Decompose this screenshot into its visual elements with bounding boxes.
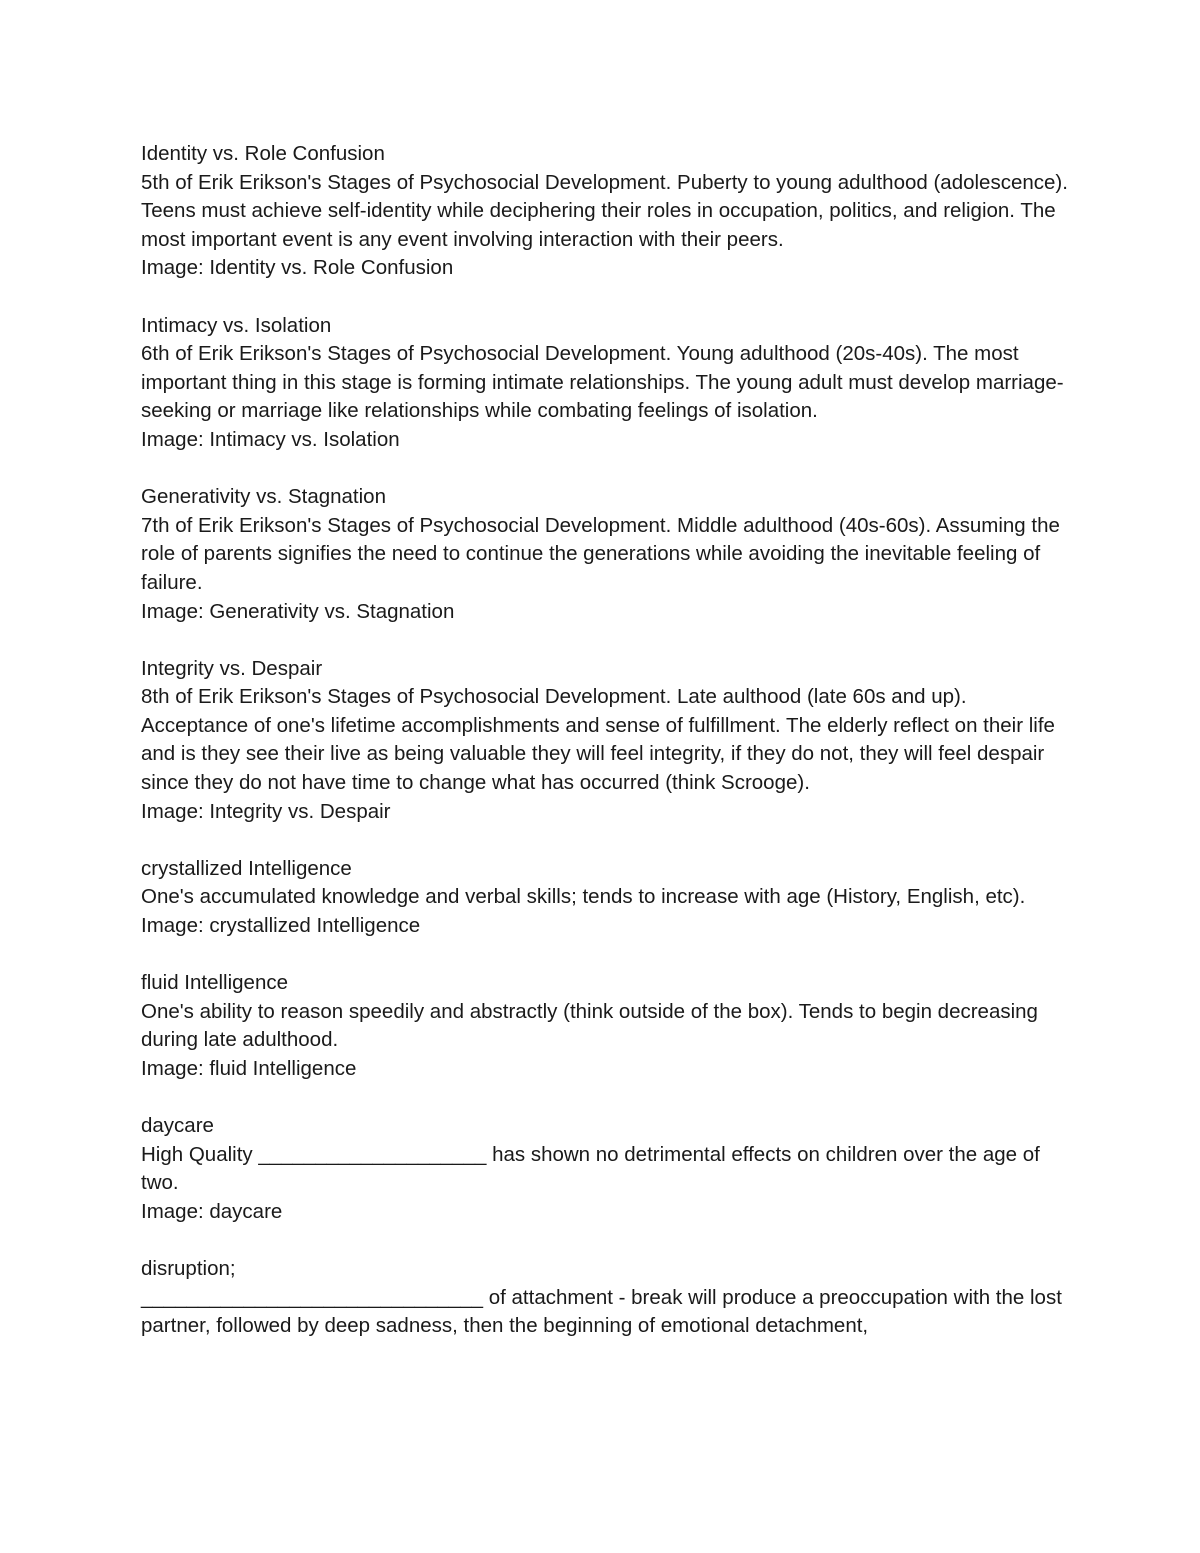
entry-integrity-vs-despair [141,655,1071,827]
entry-term: fluid Intelligence [141,971,289,995]
entry-definition: ______________________________ of attachment - break will produce a preoccupation with the lost partner, followed by deep sadness, then the beginning of emotional detachment, [141,1285,1062,1338]
entry-term: Identity vs. Role Confusion [141,142,385,165]
entry-term: Generativity vs. Stagnation [141,485,386,509]
entry-image-caption: Image: Intimacy vs. Isolation [141,427,400,451]
entry-term: daycare [141,1114,214,1138]
entry-identity-vs-role-confusion [141,140,1071,283]
entry-image-caption: Image: Integrity vs. Despair [141,799,391,823]
entry-definition: 5th of Erik Erikson's Stages of Psychosocial Development. Puberty to young adulthood (adolescence). Teens must achieve self-identity while deciphering their roles in occupation, politics, and religion. The most important event is any event involving interaction with their peers. [141,170,1068,251]
entry-image-caption: Image: Identity vs. Role Confusion [141,256,454,280]
entry-definition: 8th of Erik Erikson's Stages of Psychosocial Development. Late aulthood (late 60s and up). Acceptance of one's lifetime accomplishments and sense of fulfillment. The elderly reflect on their life and is they see their live as being valuable they will feel integrity, if they do not, they will feel despair since they do not have time to change what has occurred (think Scrooge). [141,685,1055,795]
entry-definition: One's accumulated knowledge and verbal skills; tends to increase with age (History, English, etc). [141,885,1026,909]
entry-definition: 6th of Erik Erikson's Stages of Psychosocial Development. Young adulthood (20s-40s). The most important thing in this stage is forming intimate relationships. The young adult must develop marriage-seeking or marriage like relationships while combating feelings of isolation. [141,342,1064,423]
entry-crystallized-intelligence [141,855,1071,941]
entry-term: Integrity vs. Despair [141,656,323,680]
entry-fluid-intelligence [141,969,1071,1083]
entry-image-caption: Image: fluid Intelligence [141,1057,357,1080]
entry-term: disruption; [141,1257,236,1281]
document-page [141,140,1071,1370]
entry-image-caption: Image: Generativity vs. Stagnation [141,599,455,623]
entry-definition: 7th of Erik Erikson's Stages of Psychosocial Development. Middle adulthood (40s-60s). Assuming the role of parents signifies the need to continue the generations while avoiding the inevitable feeling of failure. [141,513,1060,594]
entry-image-caption: Image: daycare [141,1199,283,1223]
entry-term: crystallized Intelligence [141,856,352,880]
entry-image-caption: Image: crystallized Intelligence [141,914,421,938]
entry-definition: High Quality ____________________ has shown no detrimental effects on children over the age of two. [141,1142,1040,1195]
entry-term: Intimacy vs. Isolation [141,313,332,337]
entry-daycare [141,1112,1071,1226]
entry-disruption [141,1255,1071,1341]
entry-generativity-vs-stagnation [141,483,1071,626]
entry-definition: One's ability to reason speedily and abstractly (think outside of the box). Tends to begin decreasing during late adulthood. [141,999,1038,1052]
entry-intimacy-vs-isolation [141,312,1071,455]
